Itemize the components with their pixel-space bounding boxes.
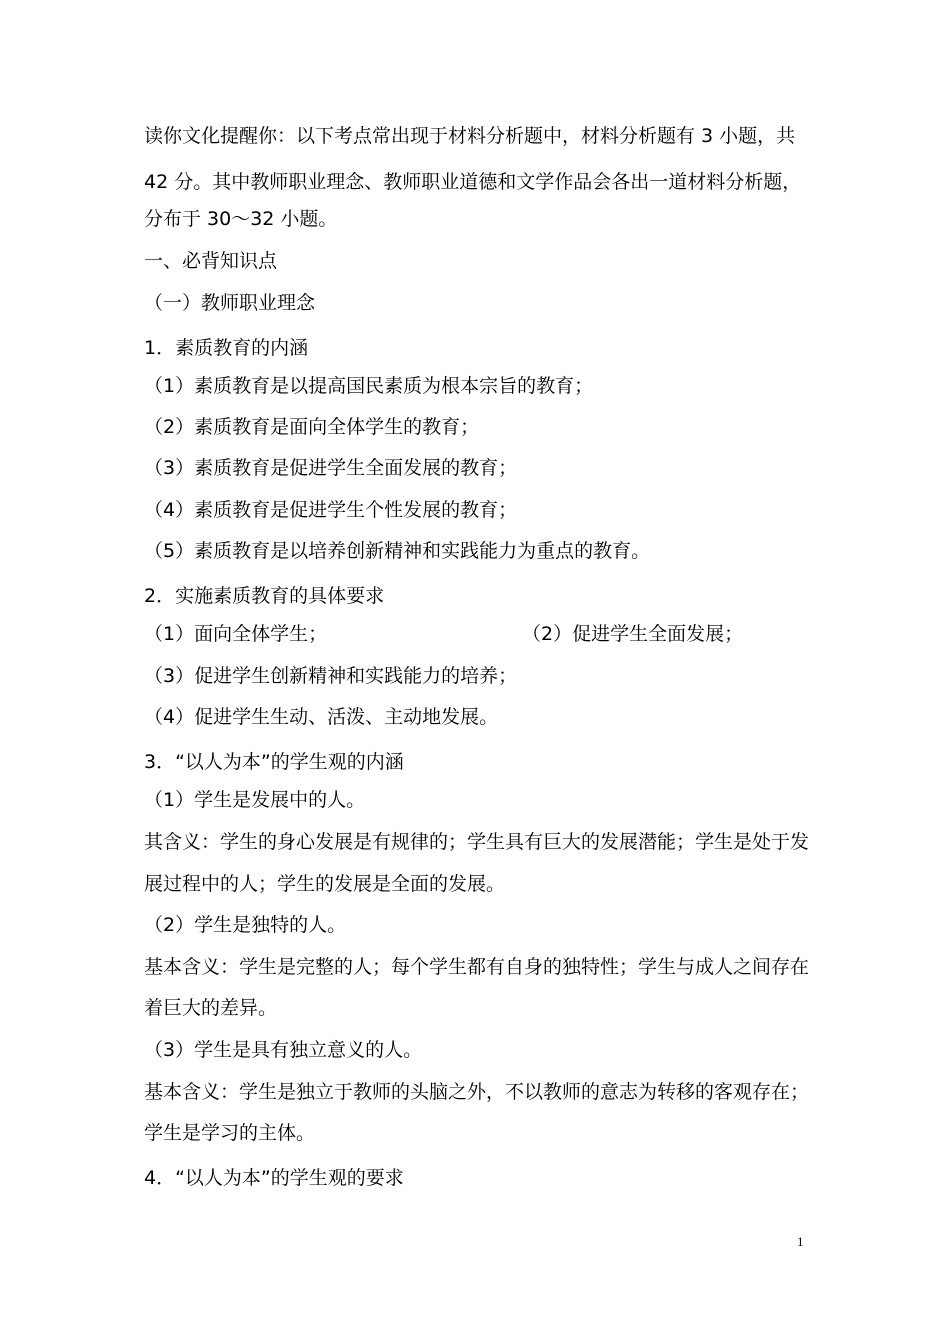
list-item: （2）促进学生全面发展； xyxy=(522,623,744,645)
list-item: （1）学生是发展中的人。 xyxy=(144,789,366,811)
page-number: 1 xyxy=(797,1234,804,1249)
body-line: 展过程中的人；学生的发展是全面的发展。 xyxy=(144,873,506,895)
list-item: （4）促进学生生动、活泼、主动地发展。 xyxy=(144,706,499,728)
section-heading: 一、必背知识点 xyxy=(144,250,278,272)
list-item: （2）学生是独特的人。 xyxy=(144,914,347,936)
list-item: （1）面向全体学生； xyxy=(144,623,328,645)
list-item: （4）素质教育是促进学生个性发展的教育； xyxy=(144,499,518,521)
list-item: （3）素质教育是促进学生全面发展的教育； xyxy=(144,457,518,479)
list-item: （2）素质教育是面向全体学生的教育； xyxy=(144,416,480,438)
list-item: （5）素质教育是以培养创新精神和实践能力为重点的教育。 xyxy=(144,540,651,562)
intro-line-1: 读你文化提醒你：以下考点常出现于材料分析题中，材料分析题有 3 小题，共 xyxy=(144,125,796,147)
topic-heading-2: 2．实施素质教育的具体要求 xyxy=(144,585,385,607)
intro-line-2: 42 分。其中教师职业理念、教师职业道德和文学作品会各出一道材料分析题， xyxy=(144,171,802,193)
subsection-heading: （一）教师职业理念 xyxy=(144,292,316,314)
body-line: 其含义：学生的身心发展是有规律的；学生具有巨大的发展潜能；学生是处于发 xyxy=(144,831,810,853)
list-item-row xyxy=(144,622,744,646)
topic-heading-1: 1．素质教育的内涵 xyxy=(144,337,309,359)
body-line: 着巨大的差异。 xyxy=(144,997,278,1019)
intro-line-3: 分布于 30～32 小题。 xyxy=(144,208,338,230)
list-item: （3）促进学生创新精神和实践能力的培养； xyxy=(144,665,518,687)
body-line: 基本含义：学生是完整的人；每个学生都有自身的独特性；学生与成人之间存在 xyxy=(144,956,810,978)
body-line: 基本含义：学生是独立于教师的头脑之外，不以教师的意志为转移的客观存在； xyxy=(144,1081,810,1103)
list-item: （3）学生是具有独立意义的人。 xyxy=(144,1039,423,1061)
topic-heading-3: 3．“以人为本”的学生观的内涵 xyxy=(144,751,404,773)
topic-heading-4: 4．“以人为本”的学生观的要求 xyxy=(144,1167,404,1189)
body-line: 学生是学习的主体。 xyxy=(144,1122,316,1144)
list-item: （1）素质教育是以提高国民素质为根本宗旨的教育； xyxy=(144,375,594,397)
